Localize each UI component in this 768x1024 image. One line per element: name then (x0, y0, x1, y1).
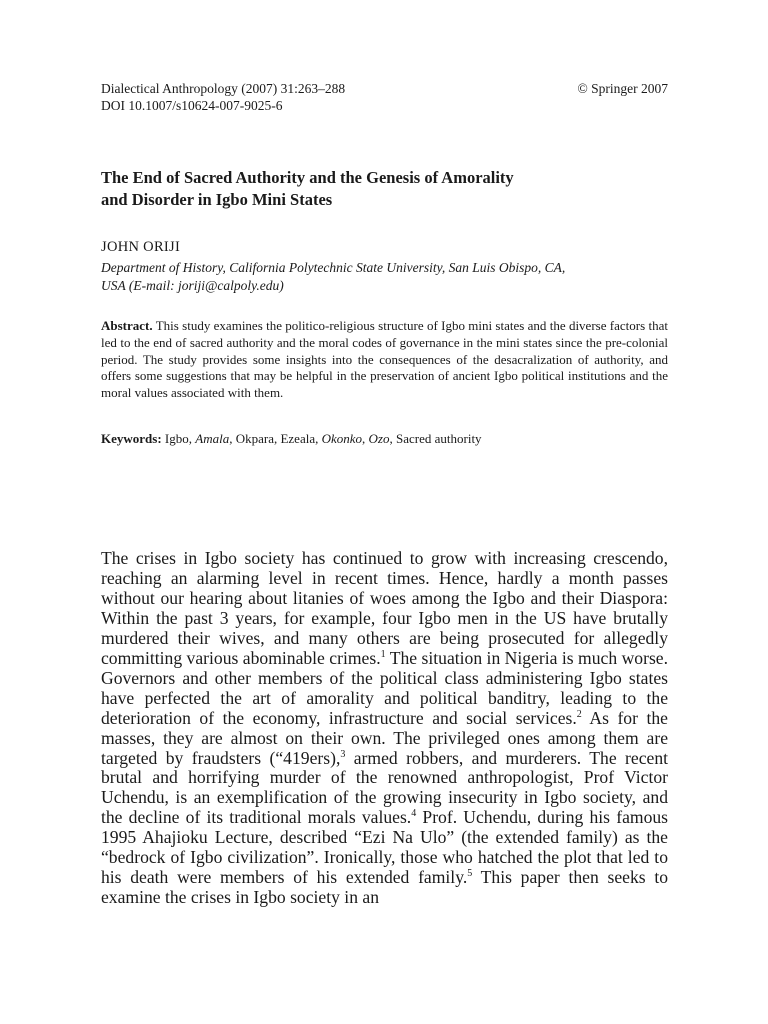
keyword-ozo: Ozo (368, 431, 390, 446)
footnote-ref-2[interactable]: 2 (576, 708, 582, 720)
article-title-line-1: The End of Sacred Authority and the Genesis of Amorality (101, 168, 514, 187)
article-title-line-2: and Disorder in Igbo Mini States (101, 190, 333, 209)
footnote-ref-4[interactable]: 4 (411, 808, 417, 820)
affiliation-line-2: USA (E-mail: joriji@calpoly.edu) (101, 278, 284, 293)
journal-citation: Dialectical Anthropology (2007) 31:263–288 (101, 81, 346, 96)
keyword-text: , Okpara, Ezeala, (229, 431, 322, 446)
body-segment: The crises in Igbo society has continued to grow with increasing crescendo, reaching an alarming level in recent times. Hence, hardly a month passes without our hearing about litanies of woes among the Igbo and their Diaspora: Within the past 3 years, for example, four Igbo men in the US have brutally murdered their wives, and many others are being prosecuted for allegedly committing various abominable crimes. (101, 548, 668, 668)
keyword-amala: Amala (195, 431, 230, 446)
keywords (101, 430, 668, 447)
affiliation-line-1: Department of History, California Polytechnic State University, San Luis Obispo, CA, (101, 260, 566, 275)
keyword-text: Igbo, (164, 431, 196, 446)
keywords-label: Keywords: (101, 431, 162, 446)
keyword-okonko: Okonko (321, 431, 363, 446)
abstract-label: Abstract. (101, 318, 153, 333)
footnote-ref-1[interactable]: 1 (380, 648, 386, 660)
author-affiliation (101, 259, 668, 295)
copyright-notice: © Springer 2007 (577, 81, 668, 96)
author-name: JOHN ORIJI (101, 239, 181, 255)
body-segment: This paper then seeks to examine the crises in Igbo society in an (101, 867, 669, 908)
journal-header (101, 80, 668, 114)
abstract (101, 318, 668, 402)
keyword-list (165, 431, 482, 446)
body-segment: The situation in Nigeria is much worse. Governors and other members of the political class administering Igbo states have perfected the art of amorality and political banditry, leading to the deterioration of the economy, infrastructure and social services. (101, 647, 668, 728)
body-segment: As for the masses, they are almost on their own. The privileged ones among them are targeted by fraudsters (“419ers), (101, 707, 668, 768)
keyword-text: , (362, 431, 369, 446)
keyword-text: , Sacred authority (389, 431, 482, 446)
doi: DOI 10.1007/s10624-007-9025-6 (101, 98, 283, 113)
footnote-ref-3[interactable]: 3 (340, 748, 346, 760)
body-paragraph (101, 549, 668, 908)
footnote-ref-5[interactable]: 5 (467, 868, 473, 880)
abstract-text: This study examines the politico-religious structure of Igbo mini states and the diverse factors that led to the end of sacred authority and the moral codes of governance in the mini states since the pre-colonial period. The study provides some insights into the consequences of the desacralization of authority, and offers some suggestions that may be helpful in the preservation of ancient Igbo political institutions and the moral values associated with them. (101, 318, 668, 401)
body-segment: Prof. Uchendu, during his famous 1995 Ahajioku Lecture, described “Ezi Na Ulo” (the extended family) as the “bedrock of Igbo civilization”. Ironically, those who hatched the plot that led to his death were members of his extended family. (101, 807, 669, 888)
body-segment: armed robbers, and murderers. The recent brutal and horrifying murder of the renowned anthropologist, Prof Victor Uchendu, is an exemplification of the growing insecurity in Igbo society, and the decline of its traditional morals values. (101, 747, 669, 828)
article-title (101, 167, 668, 211)
